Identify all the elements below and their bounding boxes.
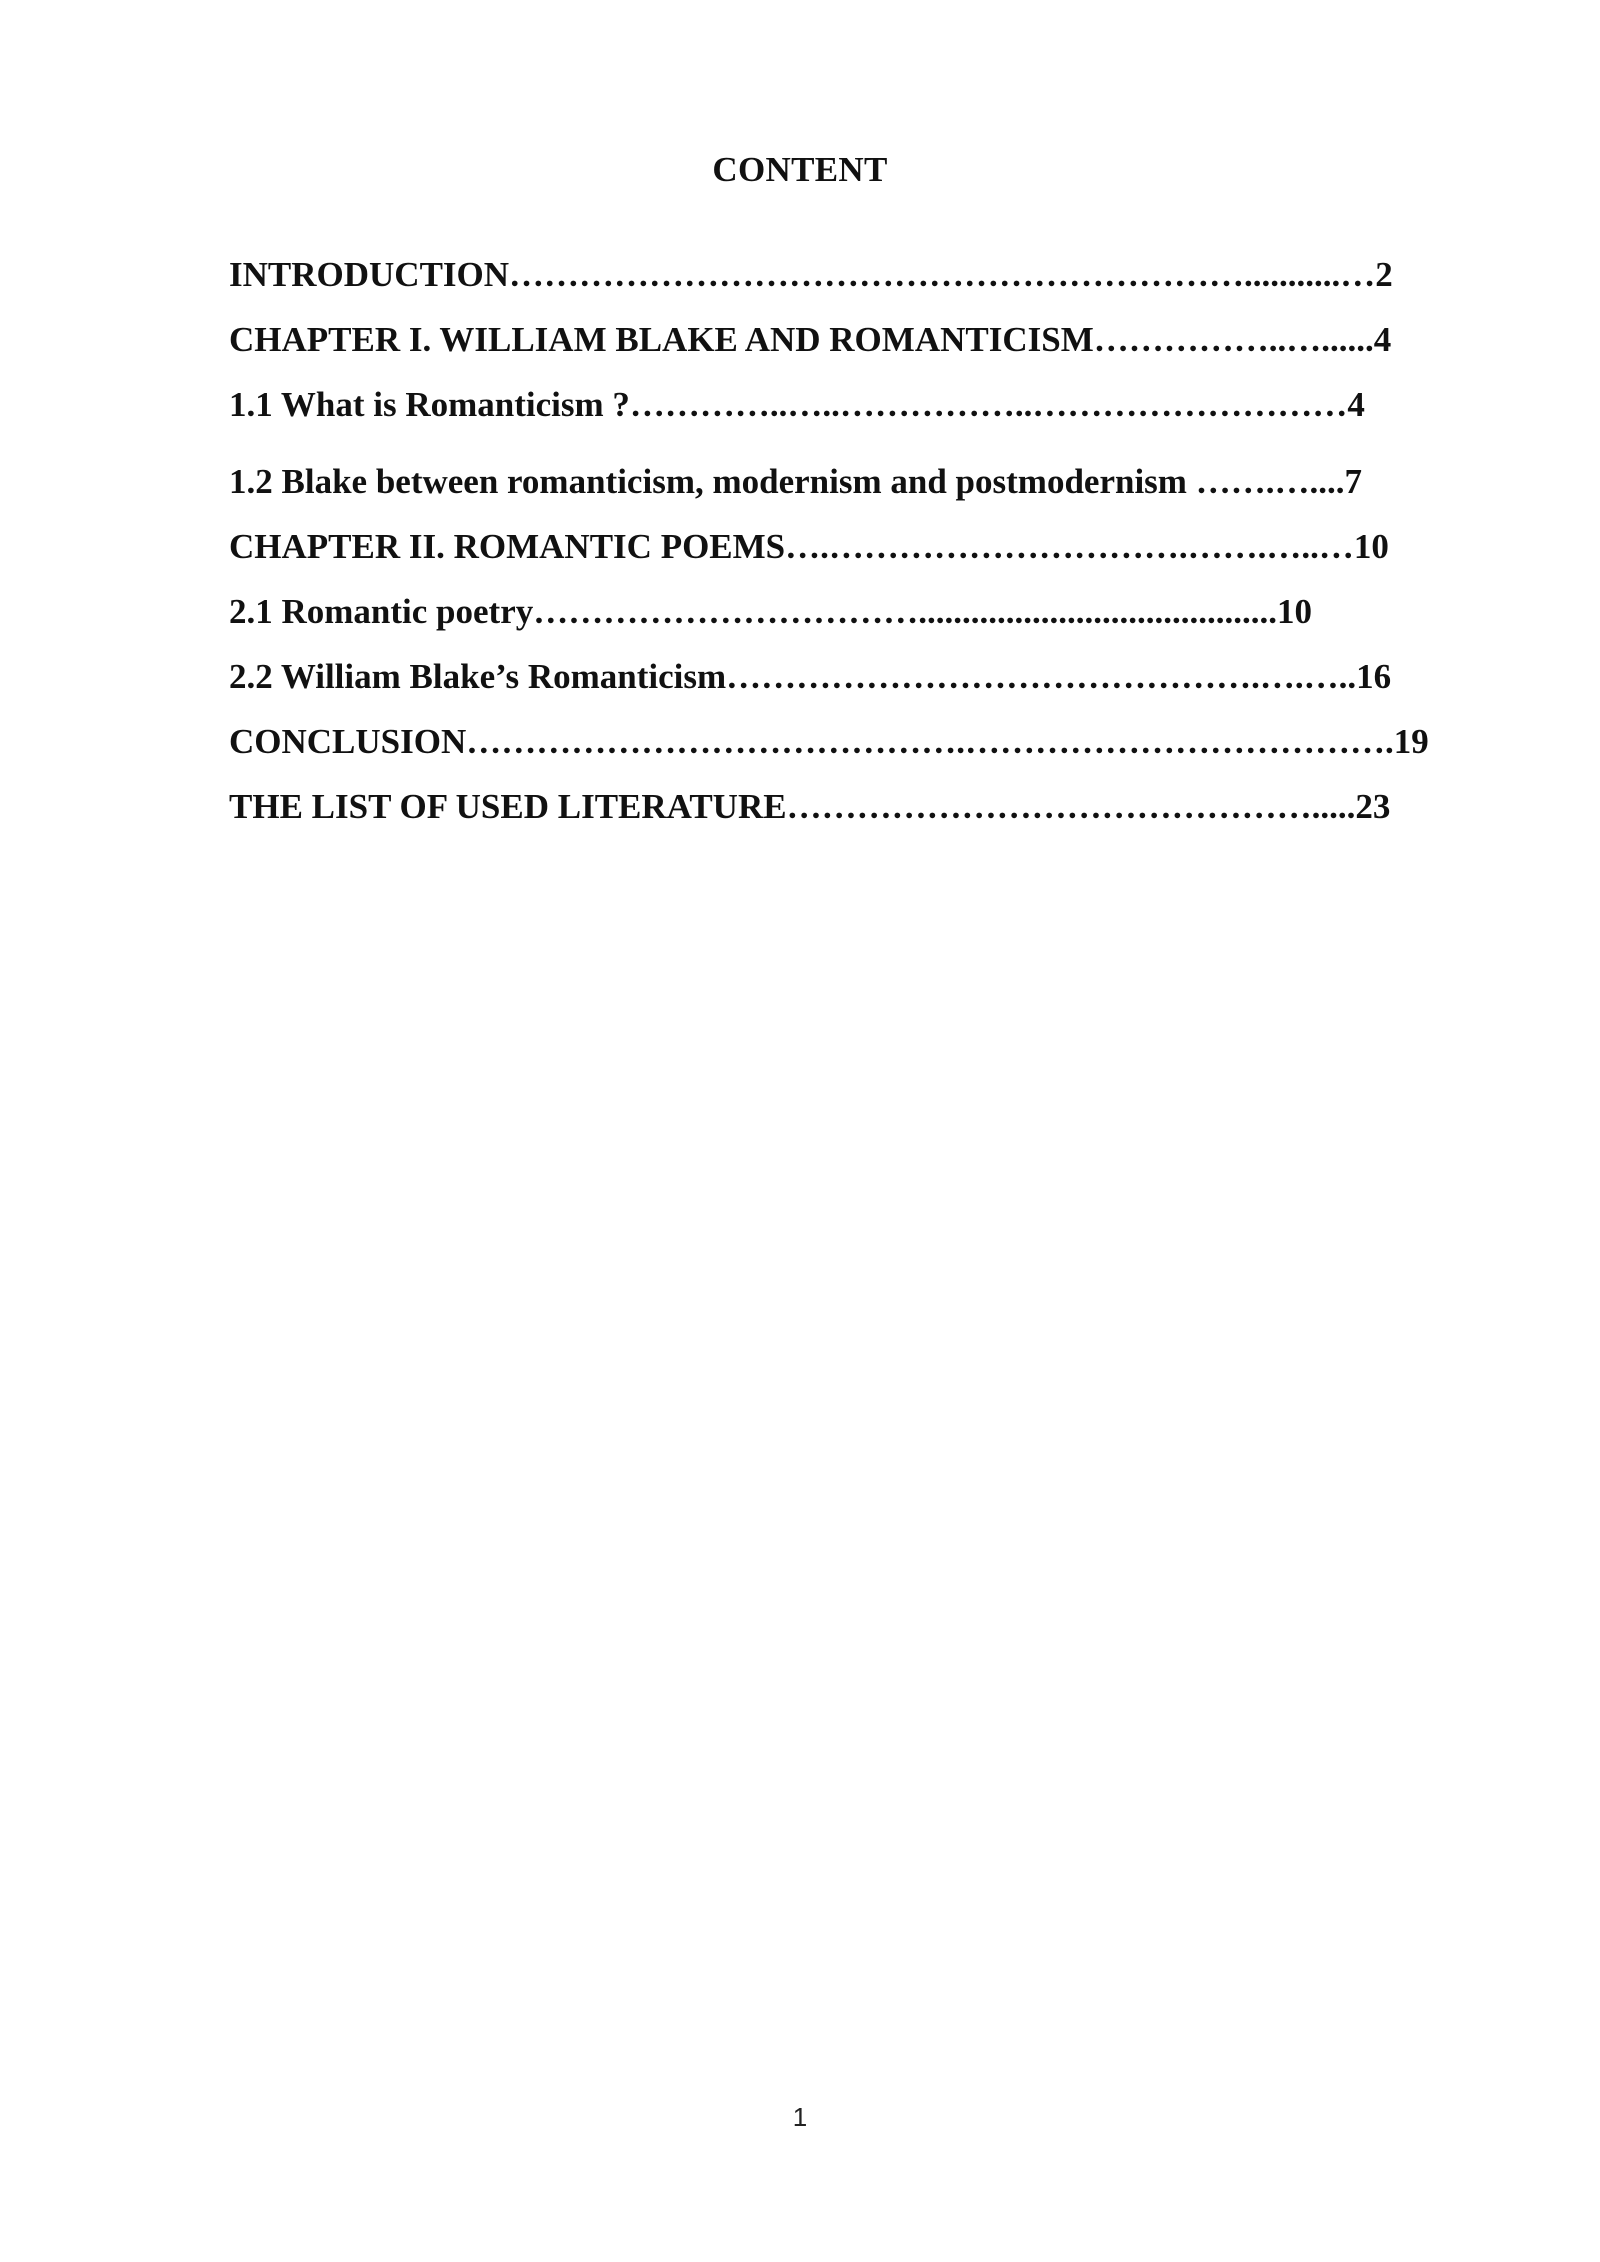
toc-entry-chapter-2: CHAPTER II. ROMANTIC POEMS….………………………….…….…..…10 [229,527,1389,566]
toc-entry-chapter-1: CHAPTER I. WILLIAM BLAKE AND ROMANTICISM……………..…......4 [229,320,1392,359]
toc-entry-section-2-2: 2.2 William Blake’s Romanticism……………………………………….….…..16 [229,657,1392,696]
toc-entry-literature: THE LIST OF USED LITERATURE……………………………………….....23 [229,787,1391,826]
toc-entry-section-1-1: 1.1 What is Romanticism ?…………..…..……………..………………………4 [229,385,1365,424]
toc-entry-introduction: INTRODUCTION………………………………………………………...........…2 [229,255,1393,294]
page-title: CONTENT [712,150,888,189]
toc-entry-section-2-1: 2.1 Romantic poetry…………………………….........................................10 [229,592,1313,631]
page-number: 1 [792,2102,808,2132]
toc-entry-section-1-2: 1.2 Blake between romanticism, modernism and postmodernism …….…....7 [229,462,1362,501]
toc-entry-conclusion: CONCLUSION…………………………………….……………………………….19 [229,722,1429,761]
